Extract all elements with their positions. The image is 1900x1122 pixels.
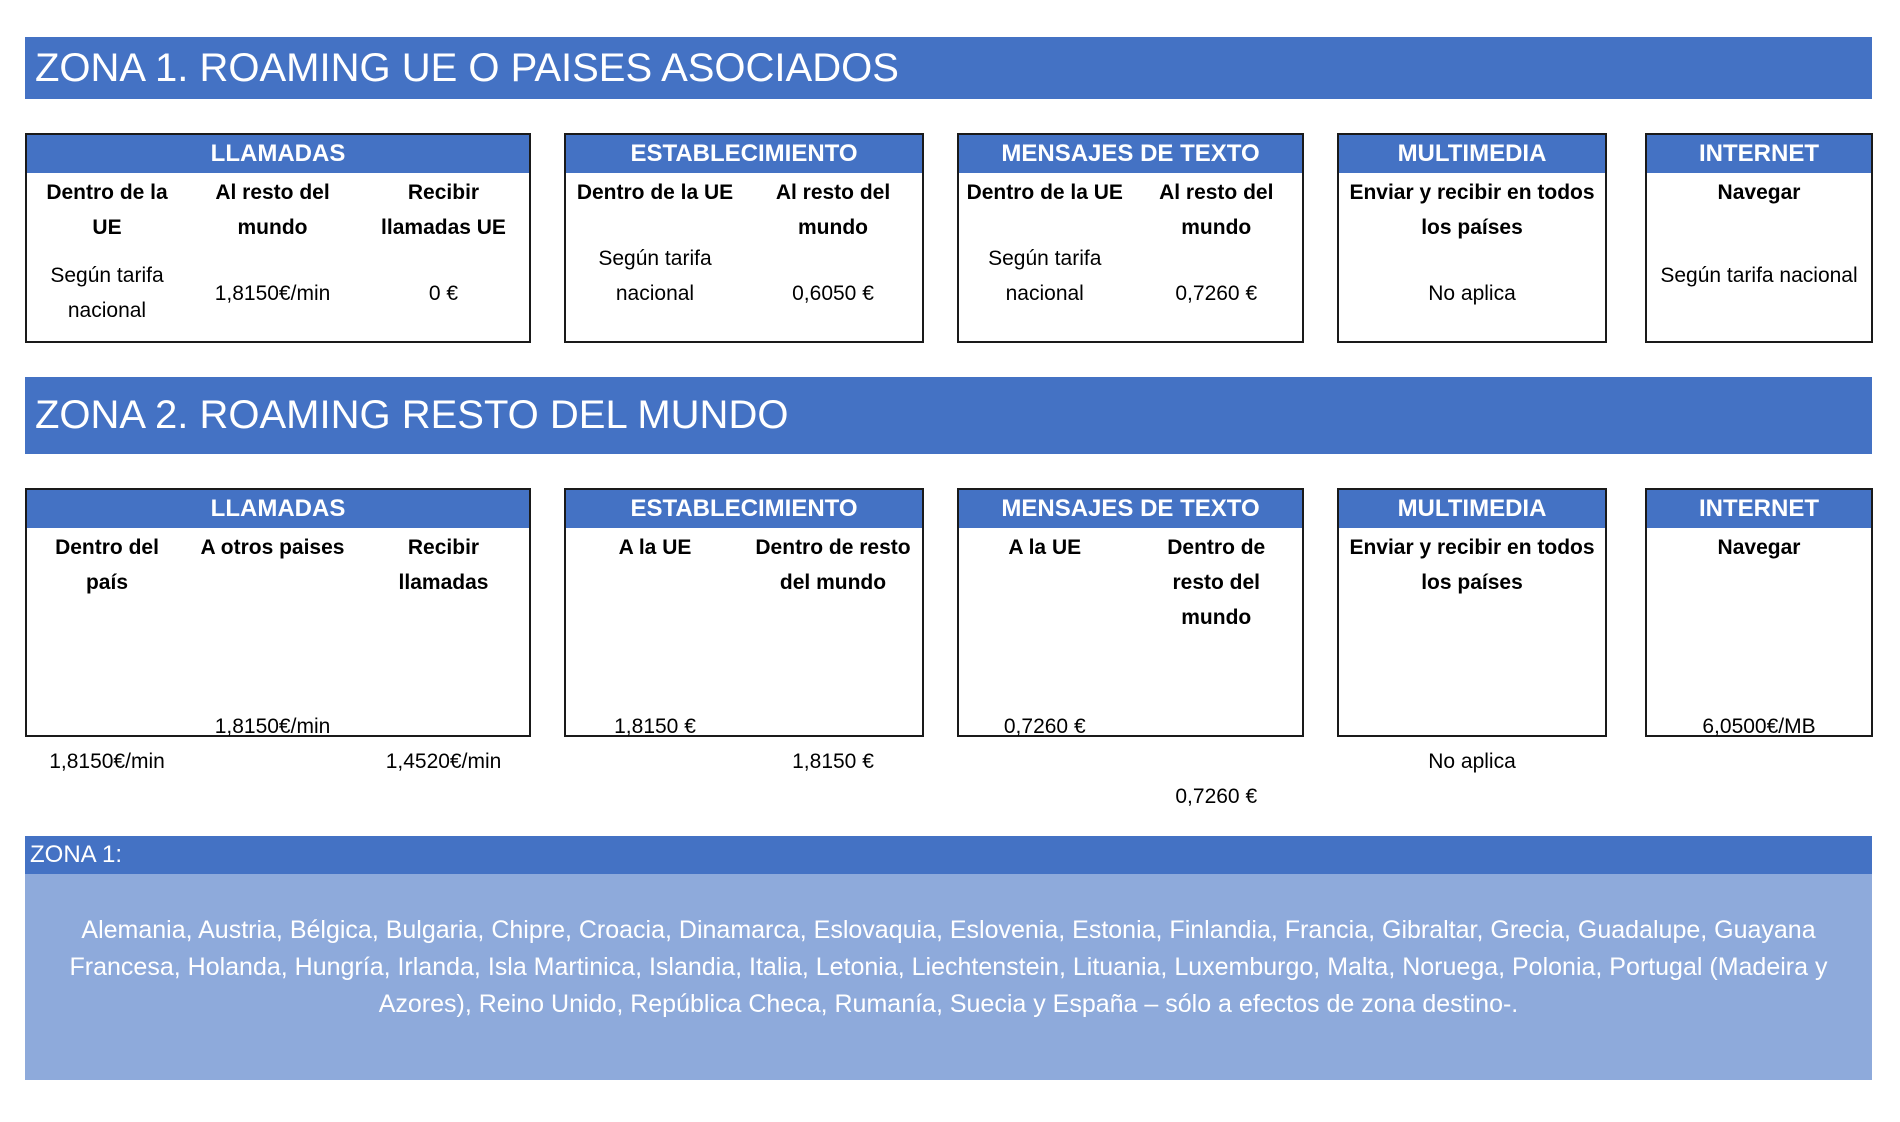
zone1-establecimiento-box: [564, 133, 924, 343]
zone1-establecimiento-col1-head: Dentro de la UE: [576, 181, 734, 204]
zone1-multimedia-box: [1337, 133, 1607, 343]
zone1-countries-label: ZONA 1:: [25, 836, 1872, 874]
zone2-mensajes-col2-val: 0,7260 €: [1175, 785, 1258, 808]
zone1-mensajes-col1-val: Según tarifa nacional: [988, 246, 1102, 305]
zone2-llamadas-box: [25, 488, 531, 773]
zone2-establecimiento-col1-head: A la UE: [618, 536, 692, 559]
zone2-mensajes-col2-head: Dentro de resto del mundo: [1167, 536, 1266, 629]
zone1-internet-box: [1645, 133, 1873, 343]
zone1-multimedia-title: MULTIMEDIA: [1339, 135, 1605, 173]
zone1-llamadas-title: LLAMADAS: [27, 135, 529, 173]
zone2-multimedia-col1-val: No aplica: [1428, 750, 1516, 773]
zone2-establecimiento-col2-val: 1,8150 €: [792, 750, 874, 773]
zone2-title: ZONA 2. ROAMING RESTO DEL MUNDO: [25, 377, 1872, 454]
zone1-establecimiento-col1-val: Según tarifa nacional: [598, 246, 712, 305]
zone2-mensajes-box: [957, 488, 1304, 808]
zone1-llamadas-col1-val: Según tarifa nacional: [50, 264, 164, 322]
zone1-llamadas-col1-head: Dentro de la UE: [46, 181, 168, 239]
zone1-mensajes-col2-head: Al resto del mundo: [1159, 181, 1274, 239]
zone2-llamadas-col2-val: 1,8150€/min: [214, 715, 331, 738]
zone1-mensajes-box: [957, 133, 1304, 343]
zone1-llamadas-box: [25, 133, 531, 343]
zone1-multimedia-col1-head: Enviar y recibir en todos los países: [1349, 181, 1595, 239]
zone1-mensajes-col2-val: 0,7260 €: [1175, 281, 1258, 305]
zone1-mensajes-col1-head: Dentro de la UE: [966, 181, 1123, 204]
zone2-establecimiento-col2-head: Dentro de resto del mundo: [755, 536, 911, 594]
zone2-mensajes-col1-head: A la UE: [1008, 536, 1082, 559]
zone2-llamadas-col2-head: A otros paises: [200, 536, 345, 559]
zone1-llamadas-col3-head: Recibir llamadas UE: [381, 181, 506, 239]
zone2-establecimiento-title: ESTABLECIMIENTO: [566, 490, 922, 528]
zone1-establecimiento-col2-val: 0,6050 €: [792, 281, 874, 305]
zone2-mensajes-title: MENSAJES DE TEXTO: [959, 490, 1302, 528]
zone2-internet-title: INTERNET: [1647, 490, 1871, 528]
zone1-mensajes-title: MENSAJES DE TEXTO: [959, 135, 1302, 173]
zone2-llamadas-col1-val: 1,8150€/min: [49, 750, 165, 773]
zone2-internet-col1-head: Navegar: [1717, 536, 1801, 559]
zone2-llamadas-title: LLAMADAS: [27, 490, 529, 528]
zone1-establecimiento-col2-head: Al resto del mundo: [775, 181, 891, 239]
zone2-multimedia-title: MULTIMEDIA: [1339, 490, 1605, 528]
zone2-llamadas-col3-head: Recibir llamadas: [398, 536, 489, 594]
zone2-mensajes-col1-val: 0,7260 €: [1003, 715, 1086, 738]
zone2-multimedia-col1-head: Enviar y recibir en todos los países: [1349, 536, 1595, 594]
zone1-countries-text: Alemania, Austria, Bélgica, Bulgaria, Chipre, Croacia, Dinamarca, Eslovaquia, Eslovenia, Estonia, Finlandia, Francia, Gibraltar, Grecia, Guadalupe, Guayana Francesa, Holanda, Hungría, Irlanda, Isla Martinica, Islandia, Italia, Letonia, Liechtenstein, Lituania, Luxemburgo, Malta, Noruega, Polonia, Portugal (Madeira y Azores), Reino Unido, República Checa, Rumanía, Suecia y España – sólo a efectos de zona destino-.: [69, 916, 1828, 1018]
zone2-multimedia-box: [1337, 488, 1607, 773]
zone1-establecimiento-title: ESTABLECIMIENTO: [566, 135, 922, 173]
zone1-title: ZONA 1. ROAMING UE O PAISES ASOCIADOS: [25, 37, 1872, 99]
zone2-llamadas-col3-val: 1,4520€/min: [385, 750, 502, 773]
zone2-internet-col1-val: 6,0500€/MB: [1702, 715, 1816, 738]
zone2-establecimiento-box: [564, 488, 924, 773]
zone1-multimedia-col1-val: No aplica: [1428, 281, 1516, 305]
zone2-establecimiento-col1-val: 1,8150 €: [614, 715, 696, 738]
zone1-internet-col1-val: Según tarifa nacional: [1660, 264, 1858, 287]
zone2-internet-box: [1645, 488, 1873, 737]
zone2-llamadas-col1-head: Dentro del país: [55, 536, 159, 594]
zone1-internet-title: INTERNET: [1647, 135, 1871, 173]
zone1-llamadas-col2-val: 1,8150€/min: [214, 281, 331, 305]
zone1-countries-panel: [25, 836, 1872, 1080]
zone1-llamadas-col2-head: Al resto del mundo: [215, 181, 330, 239]
zone1-internet-col1-head: Navegar: [1717, 181, 1801, 204]
zone1-llamadas-col3-val: 0 €: [428, 281, 459, 305]
